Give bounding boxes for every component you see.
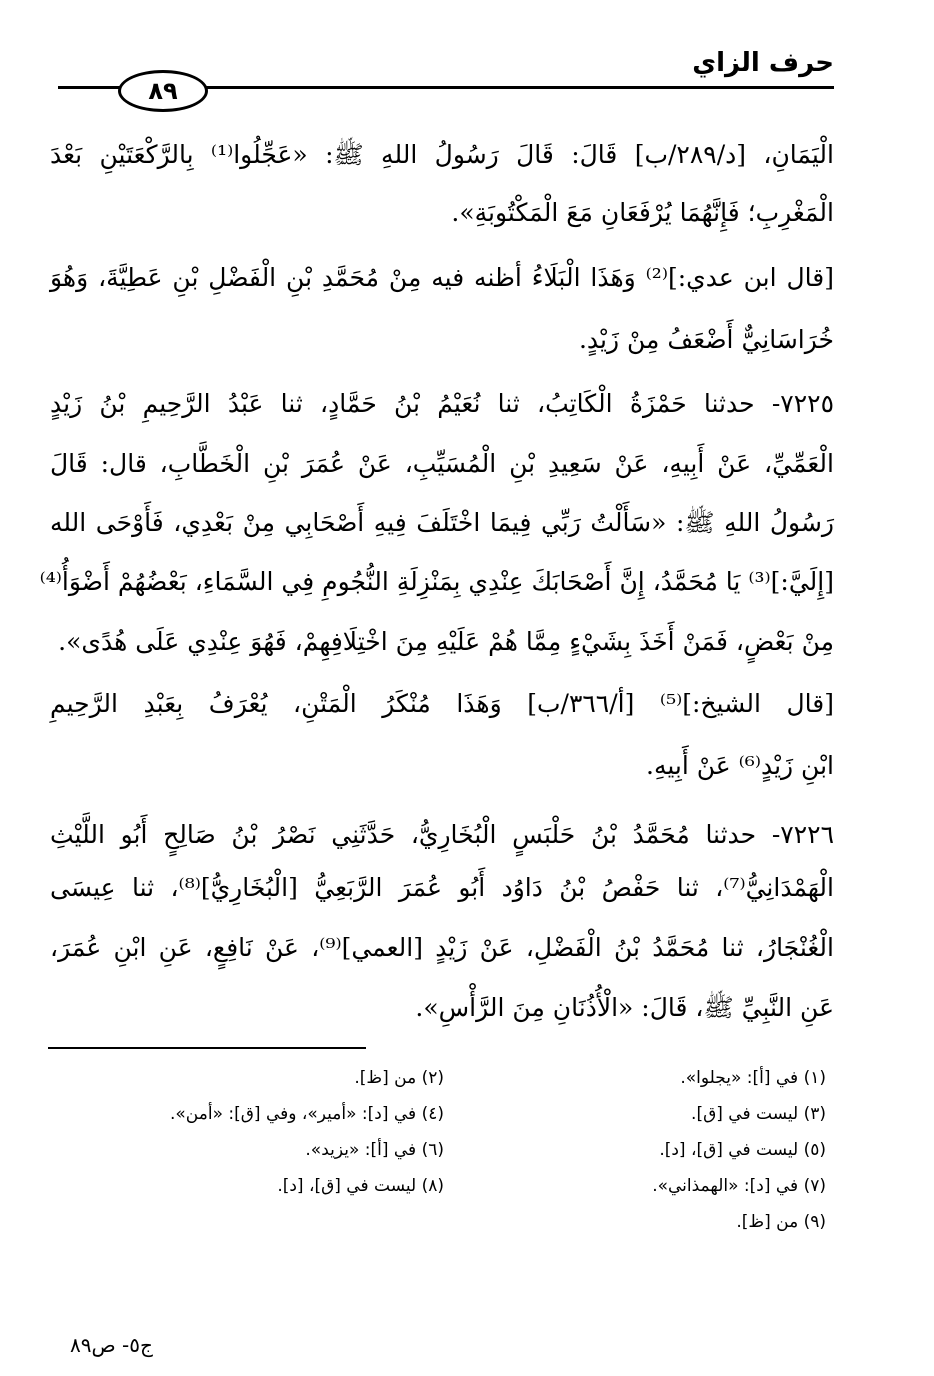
text-line: رَسُولُ اللهِ ﷺ: «سَأَلْتُ رَبِّي فِيمَا اخْتَلَفَ فِيهِ أَصْحَابِي مِنْ بَعْدِي، فَأَوْحَى الله bbox=[50, 508, 834, 537]
page-number: ٨٩ bbox=[118, 70, 208, 112]
volume-page-reference: ج٥- ص٨٩ bbox=[70, 1333, 153, 1357]
text-line: ٧٢٢٦- حدثنا مُحَمَّدُ بْنُ حَلْبَسٍ الْبُخَارِيُّ، حَدَّثَنِي نَصْرُ بْنُ صَالِحٍ أَبُو اللَّيْثِ bbox=[50, 820, 834, 849]
text-line: [قال ابن عدي:]⁽²⁾ وَهَذَا الْبَلَاءُ أظنه فيه مِنْ مُحَمَّدِ بْنِ الْفَضْلِ بْنِ عَطِيَّةَ، وَهُوَ bbox=[50, 263, 834, 292]
header-rule-left bbox=[58, 86, 120, 89]
text-line: ابْنِ زَيْدٍ⁽⁶⁾ عَنْ أَبِيهِ. bbox=[646, 751, 834, 780]
chapter-title: حرف الزاي bbox=[692, 48, 834, 78]
text-line: عَنِ النَّبِيِّ ﷺ، قَالَ: «الْأُذُنَانِ مِنَ الرَّأْسِ». bbox=[415, 993, 834, 1022]
footnote: (٧) في [د]: «الهمذاني». bbox=[652, 1176, 826, 1196]
text-line: الْعَمِّيِّ، عَنْ أَبِيهِ، عَنْ سَعِيدِ بْنِ الْمُسَيِّبِ، عَنْ عُمَرَ بْنِ الْخَطَّابِ، قال: قَالَ bbox=[50, 449, 834, 478]
footnote: (٣) ليست في [ق]. bbox=[691, 1104, 826, 1124]
footnote: (٥) ليست في [ق]، [د]. bbox=[659, 1140, 826, 1160]
text-line: الْيَمَانِ، [د/٢٨٩/ب] قَالَ: قَالَ رَسُولُ اللهِ ﷺ: «عَجِّلُوا⁽¹⁾ بِالرَّكْعَتَيْنِ بَعْدَ bbox=[50, 140, 834, 169]
footnote: (٢) من [ظ]. bbox=[354, 1068, 444, 1088]
footnote: (٨) ليست في [ق]، [د]. bbox=[277, 1176, 444, 1196]
footnote: (١) في [أ]: «يجلوا». bbox=[680, 1068, 826, 1088]
footnote: (٤) في [د]: «أمير»، وفي [ق]: «أمن». bbox=[170, 1104, 444, 1124]
text-line: خُرَاسَانِيٌّ أَضْعَفُ مِنْ زَيْدٍ. bbox=[578, 325, 834, 354]
text-line: الْغُنْجَارُ، ثنا مُحَمَّدُ بْنُ الْفَضْلِ، عَنْ زَيْدٍ [العمي]⁽⁹⁾، عَنْ نَافِعٍ، عَنِ ابْنِ عُمَرَ، bbox=[50, 933, 834, 962]
text-line: الْمَغْرِبِ؛ فَإِنَّهُمَا يُرْفَعَانِ مَعَ الْمَكْتُوبَةِ». bbox=[451, 198, 834, 227]
text-line: [قال الشيخ:]⁽⁵⁾ [أ/٣٦٦/ب] وَهَذَا مُنْكَرُ الْمَتْنِ، يُعْرَفُ بِعَبْدِ الرَّحِيمِ bbox=[50, 689, 834, 718]
footnote: (٩) من [ظ]. bbox=[736, 1212, 826, 1232]
header-rule bbox=[200, 86, 834, 89]
footnote-rule bbox=[48, 1047, 366, 1049]
footnote: (٦) في [أ]: «يزيد». bbox=[305, 1140, 444, 1160]
text-line: ٧٢٢٥- حدثنا حَمْزَةُ الْكَاتِبُ، ثنا نُعَيْمُ بْنُ حَمَّادٍ، ثنا عَبْدُ الرَّحِيمِ بْنُ زَيْدٍ bbox=[50, 389, 834, 418]
text-line: [إِلَيَّ:]⁽³⁾ يَا مُحَمَّدُ، إِنَّ أَصْحَابَكَ عِنْدِي بِمَنْزِلَةِ النُّجُومِ فِي السَّمَاءِ، بَعْضُهُمْ أَضْوَأُ⁽⁴⁾ bbox=[39, 567, 834, 596]
text-line: مِنْ بَعْضٍ، فَمَنْ أَخَذَ بِشَيْءٍ مِمَّا هُمْ عَلَيْهِ مِنَ اخْتِلَافِهِمْ، فَهُوَ عِنْدِي عَلَى هُدًى». bbox=[58, 627, 834, 656]
text-line: الْهَمْدَانِيُّ⁽⁷⁾، ثنا حَفْصُ بْنُ دَاوُد أَبُو عُمَرَ الرَّبَعِيُّ [الْبُخَارِيُّ]⁽⁸⁾، ثنا عِيسَى bbox=[50, 873, 834, 902]
